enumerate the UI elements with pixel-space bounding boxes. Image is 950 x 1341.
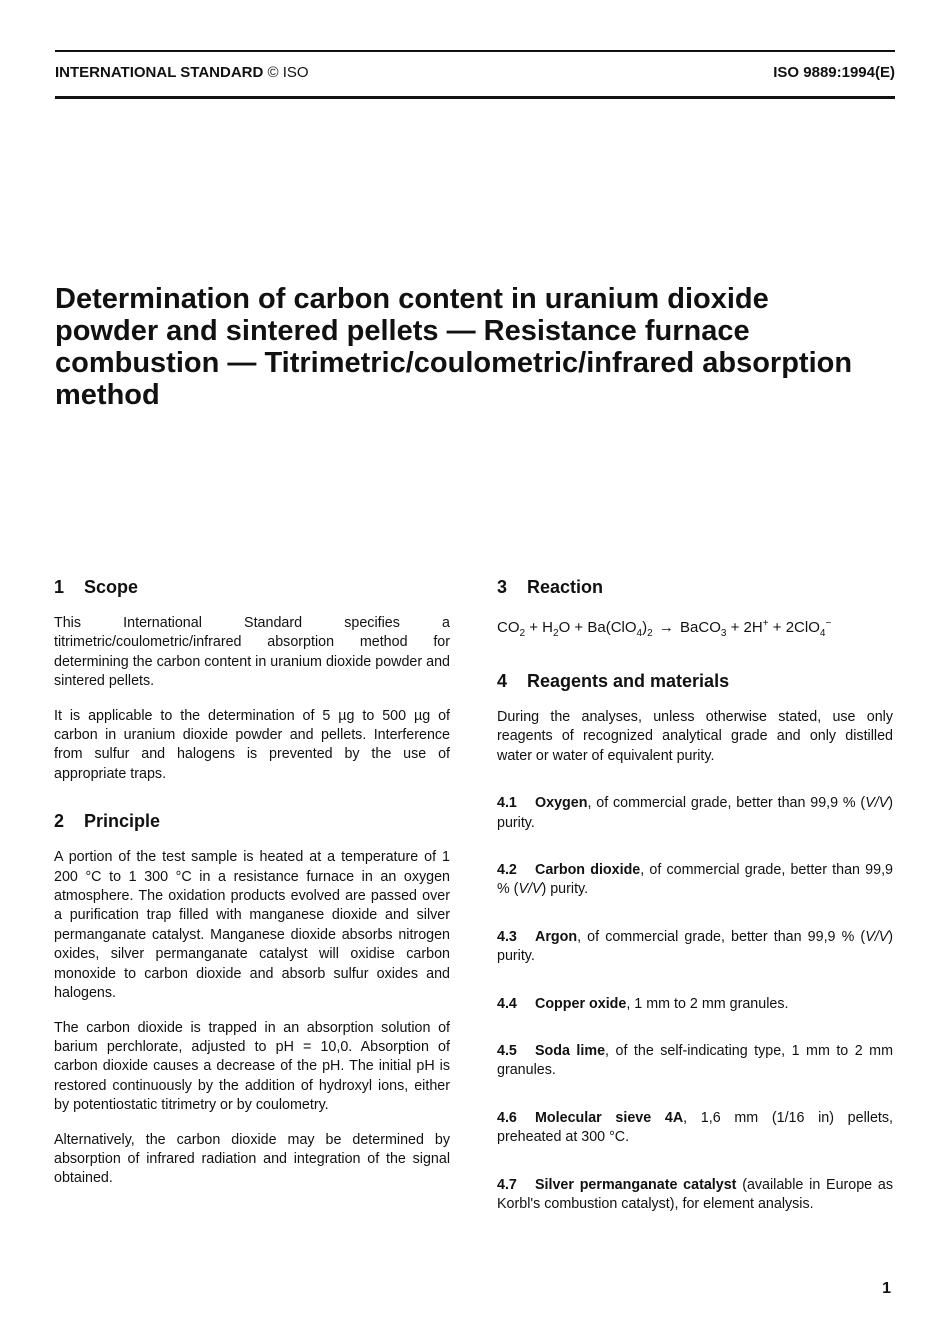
principle-paragraph-1: A portion of the test sample is heated at a temperature of 1 200 °C to 1 300 °C in a resistance furnace in an oxygen atmosphere. The oxidation products evolved are passed over a purification trap filled with manganese dioxide and silver permanganate catalyst. Manganese dioxide absorbs nitrogen oxides, silver permanganate catalyst will oxidise carbon monoxide to carbon dioxide and absorb sulfur oxides and halogens. — [54, 849, 450, 1002]
reagent-item-molecular-sieve: 4.6 Molecular sieve 4A, 1,6 mm (1/16 in) pellets, preheated at 300 °C. — [497, 1109, 893, 1146]
section-scope-heading: 1 Scope — [54, 577, 139, 597]
header-top-rule — [55, 50, 895, 52]
right-column — [497, 574, 893, 1215]
header-document-number: ISO 9889:1994(E) — [773, 64, 895, 81]
section-reagents-heading: 4 Reagents and materials — [497, 671, 730, 691]
principle-paragraph-3: Alternatively, the carbon dioxide may be determined by absorption of infrared radiation and integration of the signal obtained. — [54, 1131, 450, 1187]
header-bottom-rule — [55, 96, 895, 99]
scope-paragraph-2: It is applicable to the determination of 5 µg to 500 µg of carbon in uranium dioxide powder and pellets. Interference from sulfur and halogens is prevented by the use of appropriate traps. — [54, 707, 450, 782]
scope-paragraph-1: This International Standard specifies a titrimetric/coulometric/infrared absorption method for determining the carbon content in uranium dioxide powder and sintered pellets. — [54, 615, 450, 690]
reaction-equation: $CO_2 + H_2O + Ba(ClO_4)_2$ → BaCO$_3$ + 2H+ + 2ClO$_4$− — [497, 618, 832, 639]
header-standard-label: INTERNATIONAL STANDARD © ISO — [55, 64, 309, 81]
document-title: Determination of carbon content in uranium dioxide powder and sintered pellets — Resistance furnace combustion — Titrimetric/coulometric/infrared absorption method — [55, 283, 853, 411]
left-column — [54, 574, 450, 1189]
reagent-item-soda-lime: 4.5 Soda lime, of the self-indicating type, 1 mm to 2 mm granules. — [497, 1043, 893, 1079]
header-iso-mark: © ISO — [267, 64, 309, 81]
reagents-intro: During the analyses, unless otherwise stated, use only reagents of recognized analytical grade and only distilled water or water of equivalent purity. — [497, 709, 893, 764]
reaction-arrow-icon: → — [658, 619, 674, 636]
reagent-item-silver-permanganate: 4.7 Silver permanganate catalyst (available in Europe as Korbl's combustion catalyst), for element analysis. — [497, 1176, 893, 1213]
reagent-item-carbon-dioxide: 4.2 Carbon dioxide, of commercial grade, better than 99,9 % (V/V) purity. — [497, 862, 894, 898]
page-number: 1 — [882, 1280, 891, 1297]
reagent-item-argon: 4.3 Argon, of commercial grade, better than 99,9 % (V/V) purity. — [497, 928, 893, 965]
section-principle-heading: 2 Principle — [54, 811, 161, 832]
principle-paragraph-2: The carbon dioxide is trapped in an absorption solution of barium perchlorate, adjusted to pH = 10,0. Absorption of carbon dioxide causes a decrease of the pH. The initial pH is restored continuously by the addition of hydroxyl ions, either by potentiostatic titrimetry or by coulometry. — [54, 1019, 450, 1114]
section-reaction-heading: 3 Reaction — [497, 577, 604, 597]
reagent-item-oxygen: 4.1 Oxygen, of commercial grade, better than 99,9 % (V/V) purity. — [497, 795, 893, 831]
reagent-item-copper-oxide: 4.4 Copper oxide, 1 mm to 2 mm granules. — [497, 995, 789, 1012]
